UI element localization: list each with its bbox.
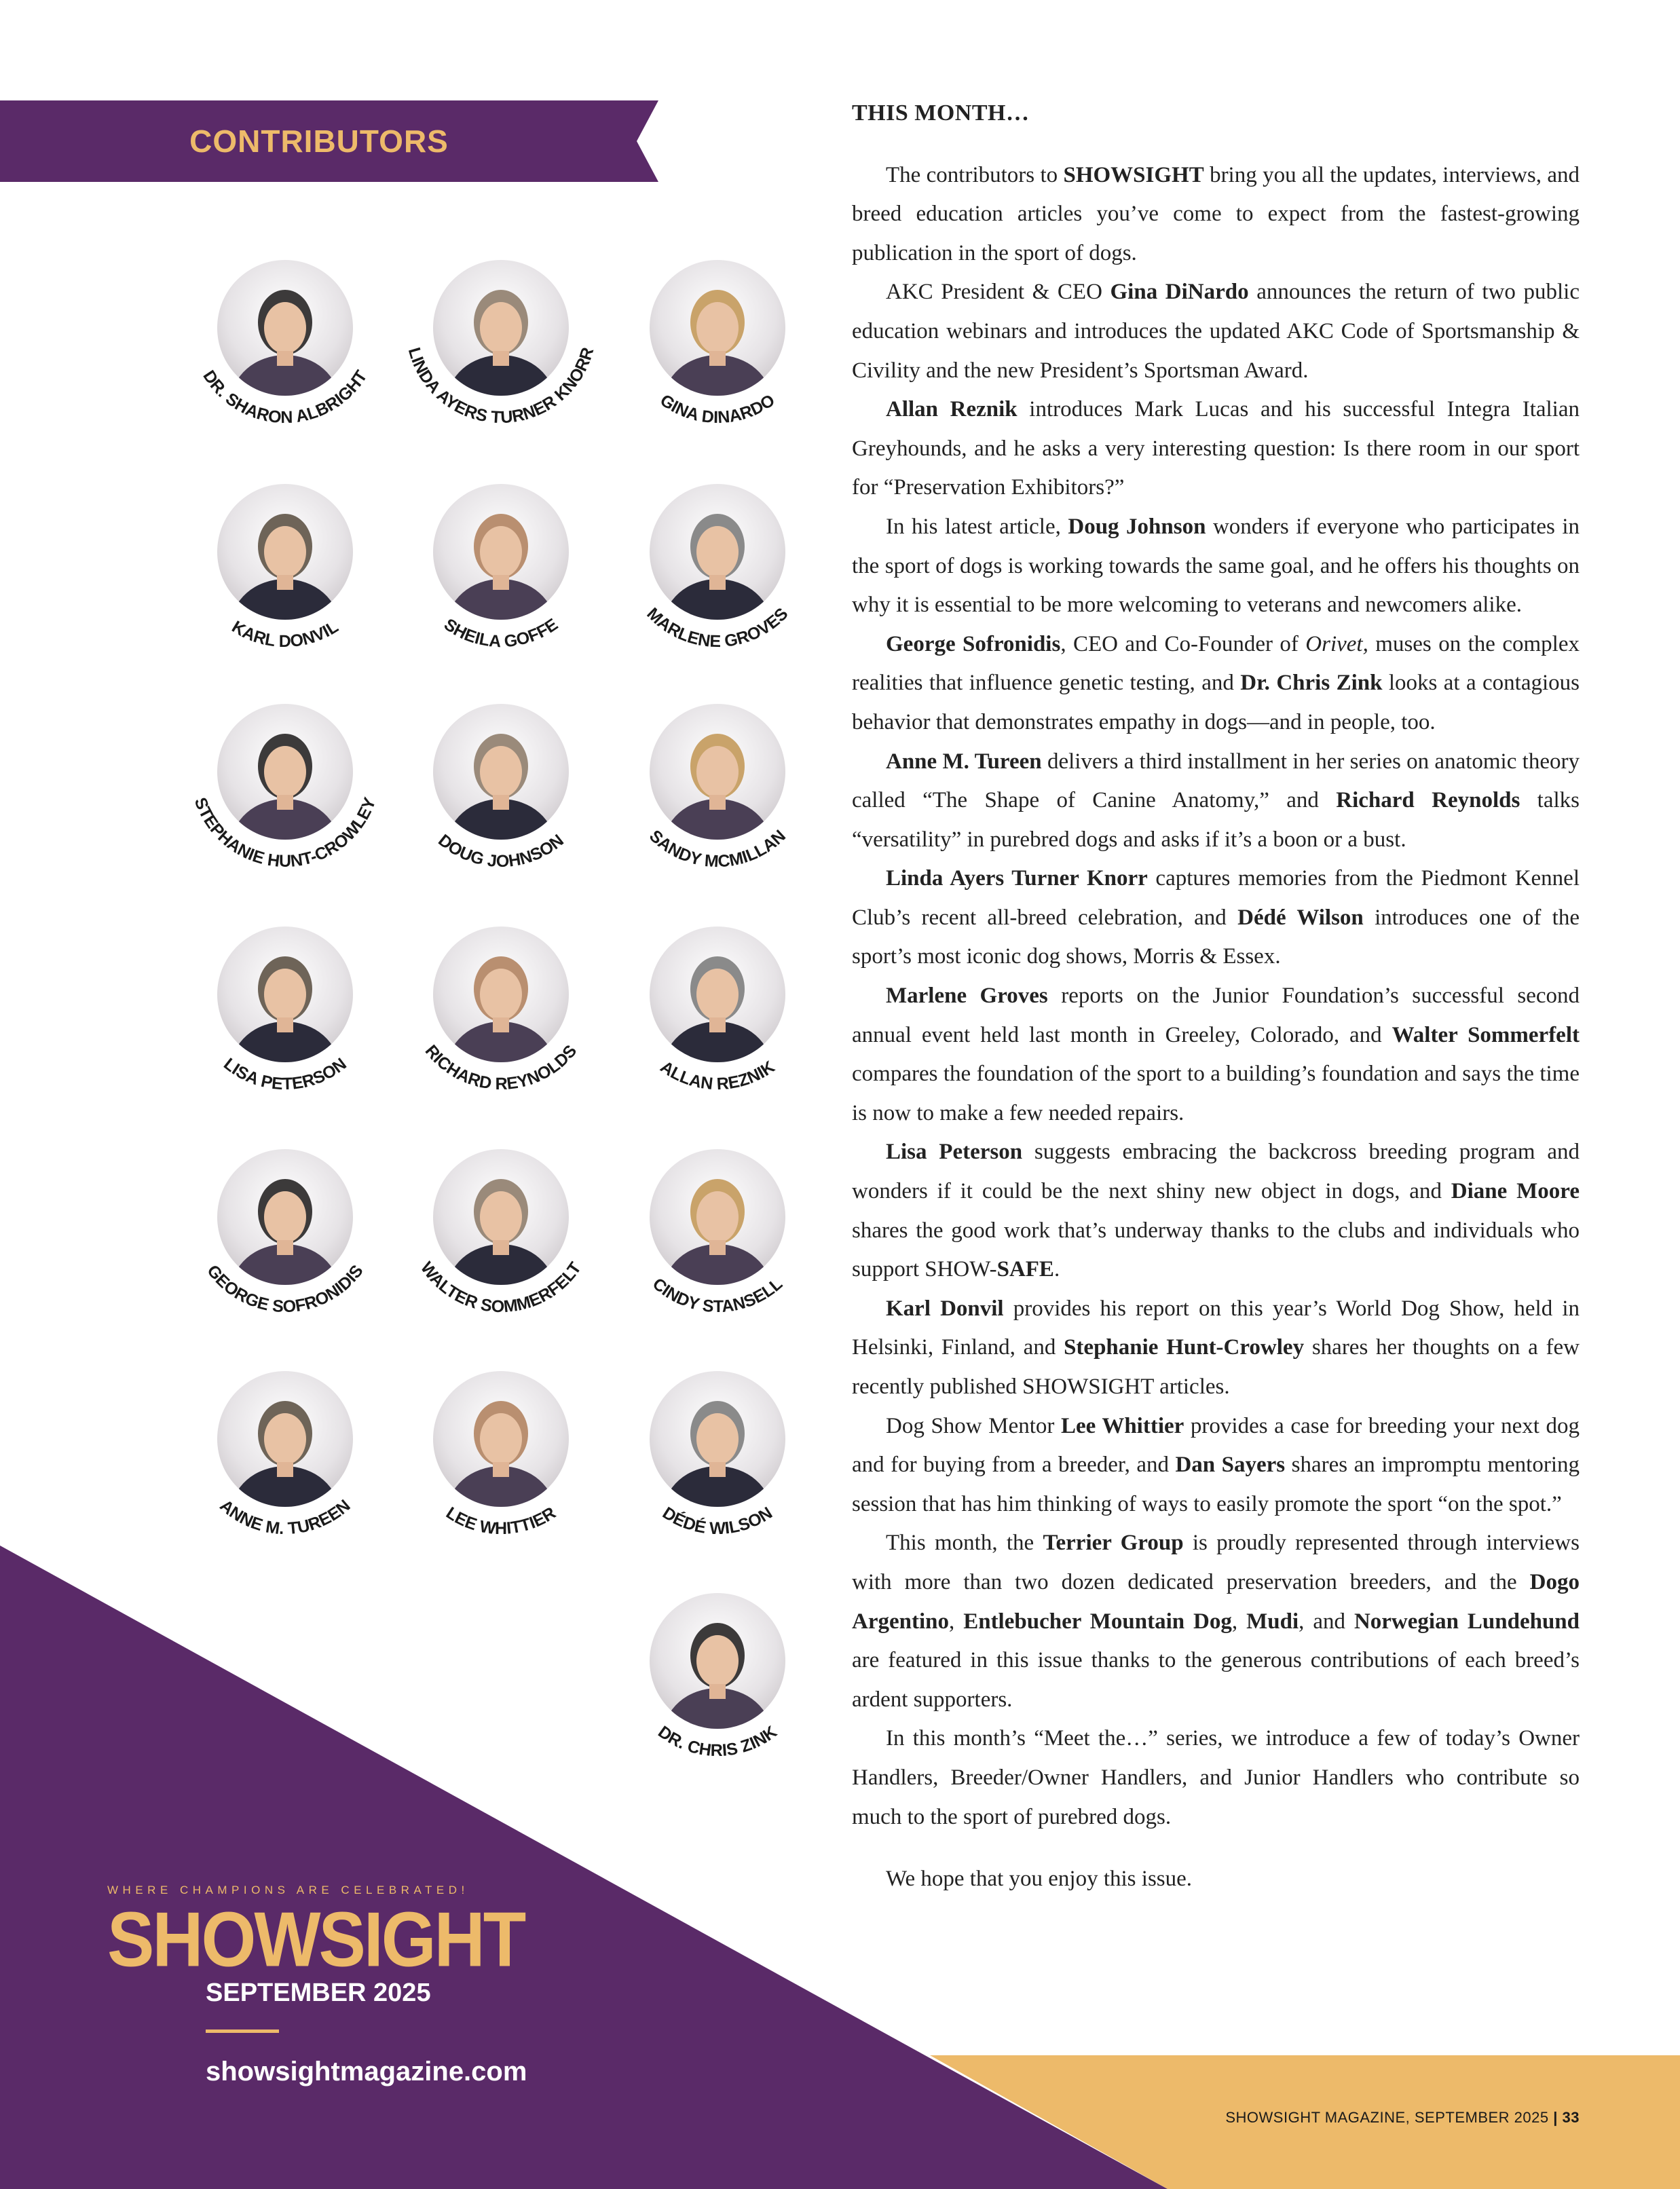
contributor-name-arc xyxy=(595,663,840,908)
contributors-heading: CONTRIBUTORS xyxy=(189,124,449,159)
contributor-card xyxy=(419,704,582,872)
bold-run: Entlebucher Mountain Dog xyxy=(963,1609,1232,1634)
bold-run: Karl Donvil xyxy=(886,1296,1004,1321)
bold-run: Allan Reznik xyxy=(886,397,1018,422)
bold-run: SHOWSIGHT xyxy=(1063,162,1204,187)
contributor-card xyxy=(204,1371,367,1539)
text-run: introduces one of the sport’s most iconic dog shows, Morris & Essex. xyxy=(852,905,1580,969)
contributor-name: LISA PETERSON xyxy=(220,1054,350,1094)
contributor-card xyxy=(636,1371,799,1539)
contributor-name-arc xyxy=(163,1330,407,1575)
contributor-name-arc xyxy=(379,443,623,688)
contributor-name: ALLAN REZNIK xyxy=(656,1057,779,1094)
bold-run: Anne M. Tureen xyxy=(886,749,1042,774)
text-run: captures memories from the Piedmont Kennel Club’s recent all-breed celebration, and xyxy=(852,866,1580,930)
italic-run: Orivet, xyxy=(1305,631,1368,656)
article-paragraph xyxy=(852,977,1580,1133)
text-run: delivers a third installment in her series on anatomic theory called “The Shape of Canine Anatomy,” and xyxy=(852,749,1580,813)
contributor-name-arc xyxy=(163,1108,407,1353)
bold-run: Lee Whittier xyxy=(1061,1413,1184,1438)
brand-block xyxy=(107,1884,525,1983)
bold-run: Terrier Group xyxy=(1043,1531,1184,1556)
text-run: , CEO and Co-Founder of xyxy=(1060,631,1306,656)
contributor-name: MARLENE GROVES xyxy=(643,604,792,652)
article-paragraph xyxy=(852,156,1580,274)
bold-run: Doug Johnson xyxy=(1068,514,1206,539)
text-run: reports on the Junior Foundation’s successful second annual event held last month in Greeley, Colorado, and xyxy=(852,984,1580,1047)
contributor-name-arc xyxy=(163,663,407,908)
article-paragraph xyxy=(852,390,1580,508)
text-run: The contributors to xyxy=(886,162,1064,187)
contributor-name-arc xyxy=(595,886,840,1130)
contributor-name-arc xyxy=(163,443,407,688)
text-run: shares the good work that’s underway thanks to the clubs and individuals who support SHOW- xyxy=(852,1218,1580,1282)
brand-tagline: WHERE CHAMPIONS ARE CELEBRATED! xyxy=(107,1884,469,1896)
contributor-card xyxy=(203,1149,367,1317)
footer-text: SHOWSIGHT MAGAZINE, SEPTEMBER 2025 xyxy=(1225,2109,1549,2126)
article-paragraph xyxy=(852,625,1580,743)
article-paragraph xyxy=(852,1719,1580,1837)
contributor-name-arc xyxy=(379,1330,623,1575)
bold-run: Walter Sommerfelt xyxy=(1392,1022,1580,1047)
contributor-name: KARL DONVIL xyxy=(228,617,342,652)
page-number: 33 xyxy=(1562,2109,1580,2126)
contributor-name: DOUG JOHNSON xyxy=(434,830,567,872)
contributor-name-arc xyxy=(379,886,623,1130)
text-run: muses on the complex realities that influence genetic testing, and xyxy=(852,631,1580,696)
contributor-name-arc xyxy=(595,1552,840,1797)
article-paragraph xyxy=(852,508,1580,625)
bold-run: Stephanie Hunt-Crowley xyxy=(1064,1335,1305,1360)
contributor-name: STEPHANIE HUNT-CROWLEY xyxy=(190,795,380,872)
article-paragraph xyxy=(852,1407,1580,1524)
contributor-name-arc xyxy=(595,1330,840,1575)
article-heading: THIS MONTH… xyxy=(852,100,1030,126)
gold-divider xyxy=(206,2029,279,2033)
bold-run: Mudi xyxy=(1246,1609,1299,1634)
contributor-name: SHEILA GOFFE xyxy=(440,614,562,652)
article-body xyxy=(852,156,1580,1837)
text-run: AKC President & CEO xyxy=(886,280,1110,305)
contributor-name-arc xyxy=(379,219,623,464)
contributor-card xyxy=(419,484,582,652)
bold-run: George Sofronidis xyxy=(886,631,1061,656)
contributor-name: WALTER SOMMERFELT xyxy=(416,1258,585,1317)
text-run: In his latest article, xyxy=(886,514,1068,539)
contributor-card xyxy=(199,260,371,428)
contributor-name: DÉDÉ WILSON xyxy=(659,1503,776,1539)
text-run: , and xyxy=(1299,1609,1354,1634)
article-paragraph xyxy=(852,743,1580,860)
contributor-name-arc xyxy=(595,443,840,688)
contributor-name-arc xyxy=(163,886,407,1130)
contributor-name: LINDA AYERS TURNER KNORR xyxy=(404,345,598,428)
bold-run: Gina DiNardo xyxy=(1110,280,1249,305)
contributor-card xyxy=(416,1149,585,1317)
text-run: shares an impromptu mentoring session that has him thinking of ways to easily promote the sport “on the spot.” xyxy=(852,1453,1580,1516)
contributor-name-arc xyxy=(379,663,623,908)
bold-run: Dr. Chris Zink xyxy=(1240,671,1383,696)
bold-run: Dogo Argentino xyxy=(852,1569,1580,1634)
contributor-name-arc xyxy=(379,1108,623,1353)
text-run: looks at a contagious behavior that demonstrates empathy in dogs—and in people, too. xyxy=(852,671,1580,734)
text-run: Dog Show Mentor xyxy=(886,1413,1061,1438)
contributor-card xyxy=(636,927,799,1094)
contributor-card xyxy=(204,927,367,1094)
text-run: talks “versatility” in purebred dogs and asks if it’s a boon or a bust. xyxy=(852,788,1580,852)
contributor-card xyxy=(419,927,582,1094)
text-run: is proudly represented through interviews with more than two dozen dedicated preservation breeders, and the xyxy=(852,1531,1580,1594)
text-run: In this month’s “Meet the…” series, we introduce a few of today’s Owner Handlers, Breeder/Owner Handlers, and Junior Handlers who contribute so much to the sport of purebred dogs. xyxy=(852,1726,1580,1829)
article-closing: We hope that you enjoy this issue. xyxy=(886,1867,1193,1892)
contributor-name: DR. SHARON ALBRIGHT xyxy=(199,367,371,428)
contributor-card xyxy=(190,704,380,872)
page-footer xyxy=(1225,2109,1580,2127)
article xyxy=(852,94,1580,1899)
bold-run: Dédé Wilson xyxy=(1237,905,1364,930)
article-paragraph xyxy=(852,1290,1580,1407)
website-link[interactable]: showsightmagazine.com xyxy=(206,2057,527,2087)
contributor-name: GINA DINARDO xyxy=(656,390,779,428)
text-run: wonders if everyone who participates in the sport of dogs is working towards the same goal, and he offers his thoughts on why it is essential to be more welcoming to veterans and newcomers alike. xyxy=(852,514,1580,618)
contributor-card xyxy=(636,1593,799,1761)
text-run: , xyxy=(949,1609,964,1634)
bold-run: Norwegian Lundehund xyxy=(1354,1609,1580,1634)
bold-run: Dan Sayers xyxy=(1175,1453,1286,1478)
text-run: provides his report on this year’s World Dog Show, held in Helsinki, Finland, and xyxy=(852,1296,1580,1360)
contributor-name: LEE WHITTIER xyxy=(443,1503,559,1539)
bold-run: Lisa Peterson xyxy=(886,1140,1023,1165)
bold-run: Richard Reynolds xyxy=(1336,788,1520,813)
contributor-name: GEORGE SOFRONIDIS xyxy=(203,1261,367,1317)
text-run: compares the foundation of the sport to a building’s foundation and says the time is now to make a few needed repairs. xyxy=(852,1062,1580,1125)
text-run: announces the return of two public education webinars and introduces the updated AKC Code of Sportsmanship & Civility and the new President’s Sportsman Award. xyxy=(852,280,1580,383)
contributor-name: CINDY STANSELL xyxy=(648,1274,787,1317)
text-run: suggests embracing the backcross breeding program and wonders if it could be the next shiny new object in dogs, and xyxy=(852,1140,1580,1204)
contributor-card xyxy=(636,1149,799,1317)
contributor-card xyxy=(204,484,367,652)
article-paragraph xyxy=(852,273,1580,390)
text-run: are featured in this issue thanks to the generous contributions of each breed’s ardent supporters. xyxy=(852,1648,1580,1712)
contributor-name-arc xyxy=(595,219,840,464)
text-run: , xyxy=(1231,1609,1247,1634)
contributor-name-arc xyxy=(163,219,407,464)
issue-date: SEPTEMBER 2025 xyxy=(206,1979,431,2007)
text-run: bring you all the updates, interviews, and breed education articles you’ve come to expect from the fastest-growing publication in the sport of dogs. xyxy=(852,162,1580,265)
article-paragraph xyxy=(852,859,1580,977)
contributor-card xyxy=(636,704,799,872)
contributor-name: DR. CHRIS ZINK xyxy=(654,1722,781,1761)
text-run: . xyxy=(1053,1257,1060,1282)
bold-run: Diane Moore xyxy=(1451,1179,1580,1204)
contributor-name-arc xyxy=(595,1108,840,1353)
contributor-card xyxy=(404,260,598,428)
footer-separator: | xyxy=(1553,2109,1558,2126)
showsight-logo: SHOWSIGHT xyxy=(107,1896,525,1983)
bold-run: SAFE xyxy=(996,1257,1054,1282)
text-run: shares her thoughts on a few recently published SHOWSIGHT articles. xyxy=(852,1335,1580,1399)
contributor-card xyxy=(636,484,799,652)
text-run: provides a case for breeding your next dog and for buying from a breeder, and xyxy=(852,1413,1580,1478)
contributor-card xyxy=(636,260,799,428)
contributor-card xyxy=(419,1371,582,1539)
contributor-name: SANDY MCMILLAN xyxy=(646,826,789,872)
article-paragraph xyxy=(852,1133,1580,1289)
text-run: introduces Mark Lucas and his successful Integra Italian Greyhounds, and he asks a very interesting question: Is there room in our sport for “Preservation Exhibitors?” xyxy=(852,397,1580,500)
bold-run: Linda Ayers Turner Knorr xyxy=(886,866,1148,891)
article-paragraph xyxy=(852,1524,1580,1719)
contributor-name: ANNE M. TUREEN xyxy=(216,1496,354,1539)
bold-run: Marlene Groves xyxy=(886,984,1048,1009)
contributor-name: RICHARD REYNOLDS xyxy=(421,1041,581,1094)
text-run: This month, the xyxy=(886,1531,1043,1556)
